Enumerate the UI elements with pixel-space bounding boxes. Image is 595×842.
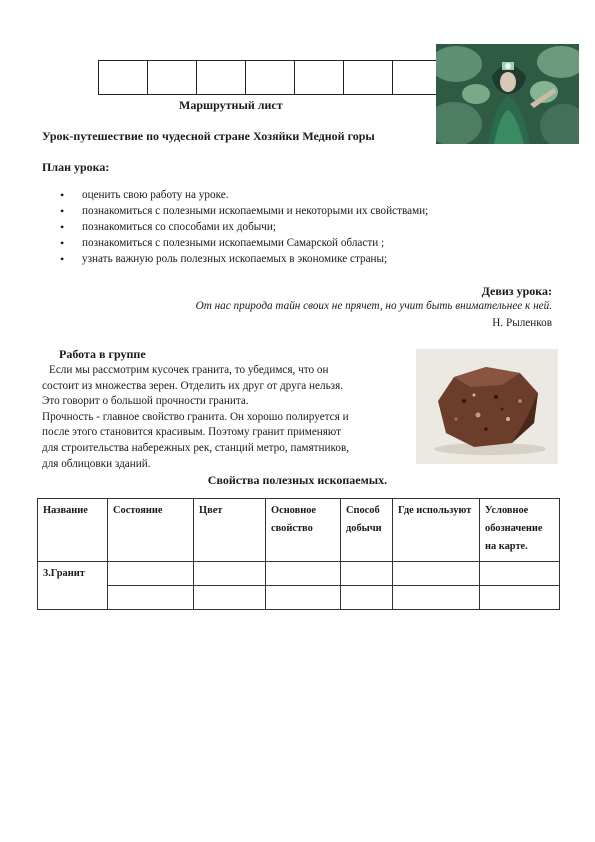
column-header: Состояние: [108, 499, 194, 562]
table-cell[interactable]: [393, 586, 480, 610]
table-cell[interactable]: [266, 586, 341, 610]
group-work-line: для строительства набережных рек, станций метро, памятников,: [42, 441, 350, 454]
crossword-cell: [246, 61, 295, 94]
table-header-row: [38, 499, 560, 562]
crossword-cell: [295, 61, 344, 94]
table-cell[interactable]: [480, 562, 560, 586]
list-item: • познакомиться со способами их добычи;: [56, 219, 428, 235]
group-work-heading: Работа в группе: [59, 347, 146, 361]
list-item: • познакомиться с полезными ископаемыми и некоторыми их свойствами;: [56, 203, 428, 219]
properties-table: [37, 498, 560, 610]
list-item: • познакомиться с полезными ископаемыми Самарской области ;: [56, 235, 428, 251]
crossword-cell: [393, 61, 442, 94]
motto-heading: Девиз урока:: [481, 284, 552, 298]
table-cell[interactable]: [341, 562, 393, 586]
table-cell[interactable]: [480, 586, 560, 610]
table-row: [38, 586, 560, 610]
table-cell[interactable]: [393, 562, 480, 586]
list-item: • оценить свою работу на уроке.: [56, 187, 428, 203]
motto-author: Н. Рыленков: [492, 317, 552, 329]
table-cell[interactable]: [266, 562, 341, 586]
column-header: Цвет: [194, 499, 266, 562]
table-cell[interactable]: [108, 562, 194, 586]
column-header: Название: [38, 499, 108, 562]
list-item: • узнать важную роль полезных ископаемых в экономике страны;: [56, 251, 428, 267]
group-work-line: состоит из множества зерен. Отделить их друг от друга нельзя.: [42, 379, 344, 392]
crossword-boxes: [98, 60, 492, 95]
group-work-line: после этого становится красивым. Поэтому гранит применяют: [42, 426, 342, 439]
group-work-line: Прочность - главное свойство гранита. Он хорошо полируется и: [42, 410, 349, 423]
column-header: Условное обозначение на карте.: [480, 499, 560, 562]
lesson-title: Урок-путешествие по чудесной стране Хозяйки Медной горы: [42, 129, 375, 143]
table-cell[interactable]: [194, 562, 266, 586]
table-row: [38, 562, 560, 586]
granite-image: [416, 349, 558, 464]
group-work-line: для облицовки зданий.: [42, 457, 151, 470]
plan-heading: План урока:: [42, 160, 110, 174]
crossword-cell: [344, 61, 393, 94]
motto-text: От нас природа тайн своих не прячет, но учит быть внимательнее к ней.: [195, 300, 552, 312]
table-caption: Свойства полезных ископаемых.: [207, 473, 388, 487]
group-work-line: Если мы рассмотрим кусочек гранита, то убедимся, что он: [49, 364, 329, 376]
mistress-portrait-image: [436, 44, 579, 144]
crossword-cell: [197, 61, 246, 94]
plan-list: [56, 187, 428, 267]
crossword-cell: [99, 61, 148, 94]
column-header: Способ добычи: [341, 499, 393, 562]
page-title: Маршрутный лист: [179, 98, 283, 112]
column-header: Основное свойство: [266, 499, 341, 562]
table-cell[interactable]: [108, 586, 194, 610]
crossword-cell: [148, 61, 197, 94]
column-header: Где используют: [393, 499, 480, 562]
group-work-line: Это говорит о большой прочности гранита.: [42, 395, 249, 408]
row-label: 3.Гранит: [38, 562, 108, 610]
table-cell[interactable]: [341, 586, 393, 610]
table-cell[interactable]: [194, 586, 266, 610]
group-work-text: [42, 363, 402, 472]
